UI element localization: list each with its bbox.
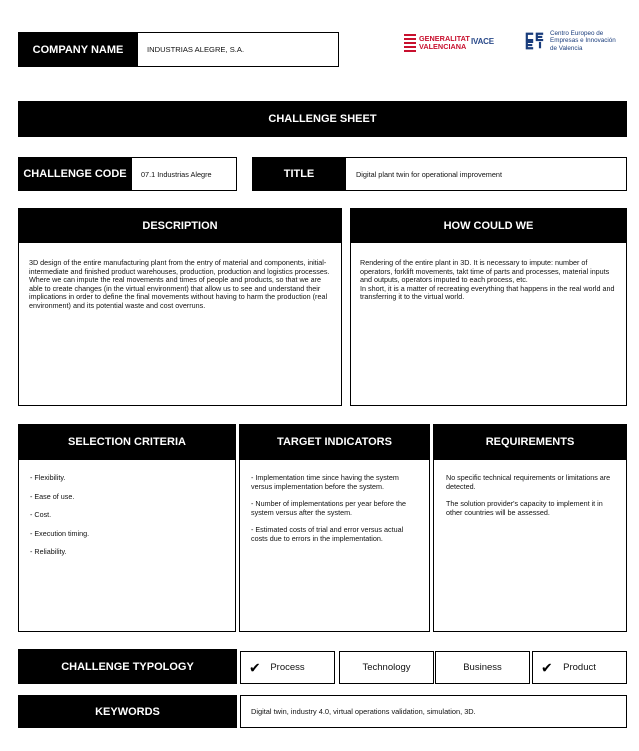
- typology-option-label: Technology: [362, 662, 411, 673]
- ceei-line3: de Valencia: [550, 44, 583, 52]
- criteria-item: - Ease of use.: [30, 491, 75, 501]
- challenge-code-value: 07.1 Industrias Alegre: [131, 157, 237, 191]
- selection-criteria-body: [18, 459, 236, 632]
- company-name-label: COMPANY NAME: [18, 32, 138, 67]
- typology-option-process[interactable]: [240, 651, 335, 684]
- challenge-typology-label: CHALLENGE TYPOLOGY: [18, 649, 237, 684]
- requirements-text-2: The solution provider's capacity to implement it in other countries will be assessed.: [446, 499, 603, 517]
- indicator-item: - Estimated costs of trial and error versus actual costs due to errors in the implementation.: [251, 525, 404, 543]
- target-indicators-body: [239, 459, 430, 632]
- typology-option-product[interactable]: [532, 651, 627, 684]
- generalitat-line2: VALENCIANA: [419, 42, 467, 51]
- target-indicators-header: TARGET INDICATORS: [239, 424, 430, 460]
- generalitat-crest-icon: [404, 34, 416, 52]
- criteria-item: - Cost.: [30, 510, 52, 520]
- how-could-we-text-2: In short, it is a matter of recreating everything that happens in the real world and transferring it to the virtual world.: [360, 283, 615, 302]
- description-header: DESCRIPTION: [18, 208, 342, 243]
- indicator-item: - Number of implementations per year before the system versus after the system.: [251, 499, 407, 517]
- company-name-value: INDUSTRIAS ALEGRE, S.A.: [137, 32, 339, 67]
- ceei-mark-icon: [524, 31, 546, 51]
- indicator-item: - Implementation time since having the system versus implementation before the system.: [251, 473, 399, 491]
- description-text: 3D design of the entire manufacturing plant from the entry of material and components, initial-intermediate and finished product warehouses, production, production and logistics processes. Where we can impute the real movements and times of people and products, so that we are able to create changes (in the virtual environment) that allow us to see and understand their implications in order to define the final movements without having to harm the production (real environment) and its potential waste and cost overruns.: [29, 258, 330, 310]
- keywords-value: Digital twin, industry 4.0, virtual operations validation, simulation, 3D.: [240, 695, 627, 728]
- how-could-we-header: HOW COULD WE: [350, 208, 627, 243]
- checkmark-icon: ✔: [249, 659, 261, 675]
- how-could-we-body: [350, 242, 627, 406]
- ivace-text: IVACE: [471, 37, 494, 46]
- challenge-code-label: CHALLENGE CODE: [18, 157, 132, 191]
- criteria-item: - Reliability.: [30, 547, 67, 557]
- title-label: TITLE: [252, 157, 346, 191]
- title-value: Digital plant twin for operational improvement: [345, 157, 627, 191]
- checkmark-icon: ✔: [541, 659, 553, 675]
- how-could-we-text-1: Rendering of the entire plant in 3D. It is necessary to impute: number of operators, forklift movements, takt time of parts and processes, material inputs and outputs, operators imputed to each process, etc.: [360, 258, 610, 285]
- criteria-item: - Flexibility.: [30, 473, 66, 482]
- typology-option-business[interactable]: [435, 651, 530, 684]
- generalitat-line1: GENERALITAT: [419, 34, 470, 43]
- ceei-logo: [524, 30, 616, 52]
- requirements-body: [433, 459, 627, 632]
- selection-criteria-header: SELECTION CRITERIA: [18, 424, 236, 460]
- keywords-label: KEYWORDS: [18, 695, 237, 728]
- typology-option-technology[interactable]: [339, 651, 434, 684]
- typology-option-label: Product: [563, 662, 596, 673]
- ivace-logo: [471, 37, 494, 46]
- typology-option-label: Process: [270, 662, 305, 673]
- ceei-line1: Centro Europeo de: [550, 30, 604, 37]
- requirements-header: REQUIREMENTS: [433, 424, 627, 460]
- typology-option-label: Business: [463, 662, 502, 673]
- requirements-text-1: No specific technical requirements or limitations are detected.: [446, 473, 611, 491]
- generalitat-logo: [404, 34, 470, 52]
- criteria-item: - Execution timing.: [30, 528, 90, 538]
- challenge-sheet-banner: CHALLENGE SHEET: [18, 101, 627, 137]
- description-body: [18, 242, 342, 406]
- ceei-line2: Empresas e Innovación: [550, 37, 616, 45]
